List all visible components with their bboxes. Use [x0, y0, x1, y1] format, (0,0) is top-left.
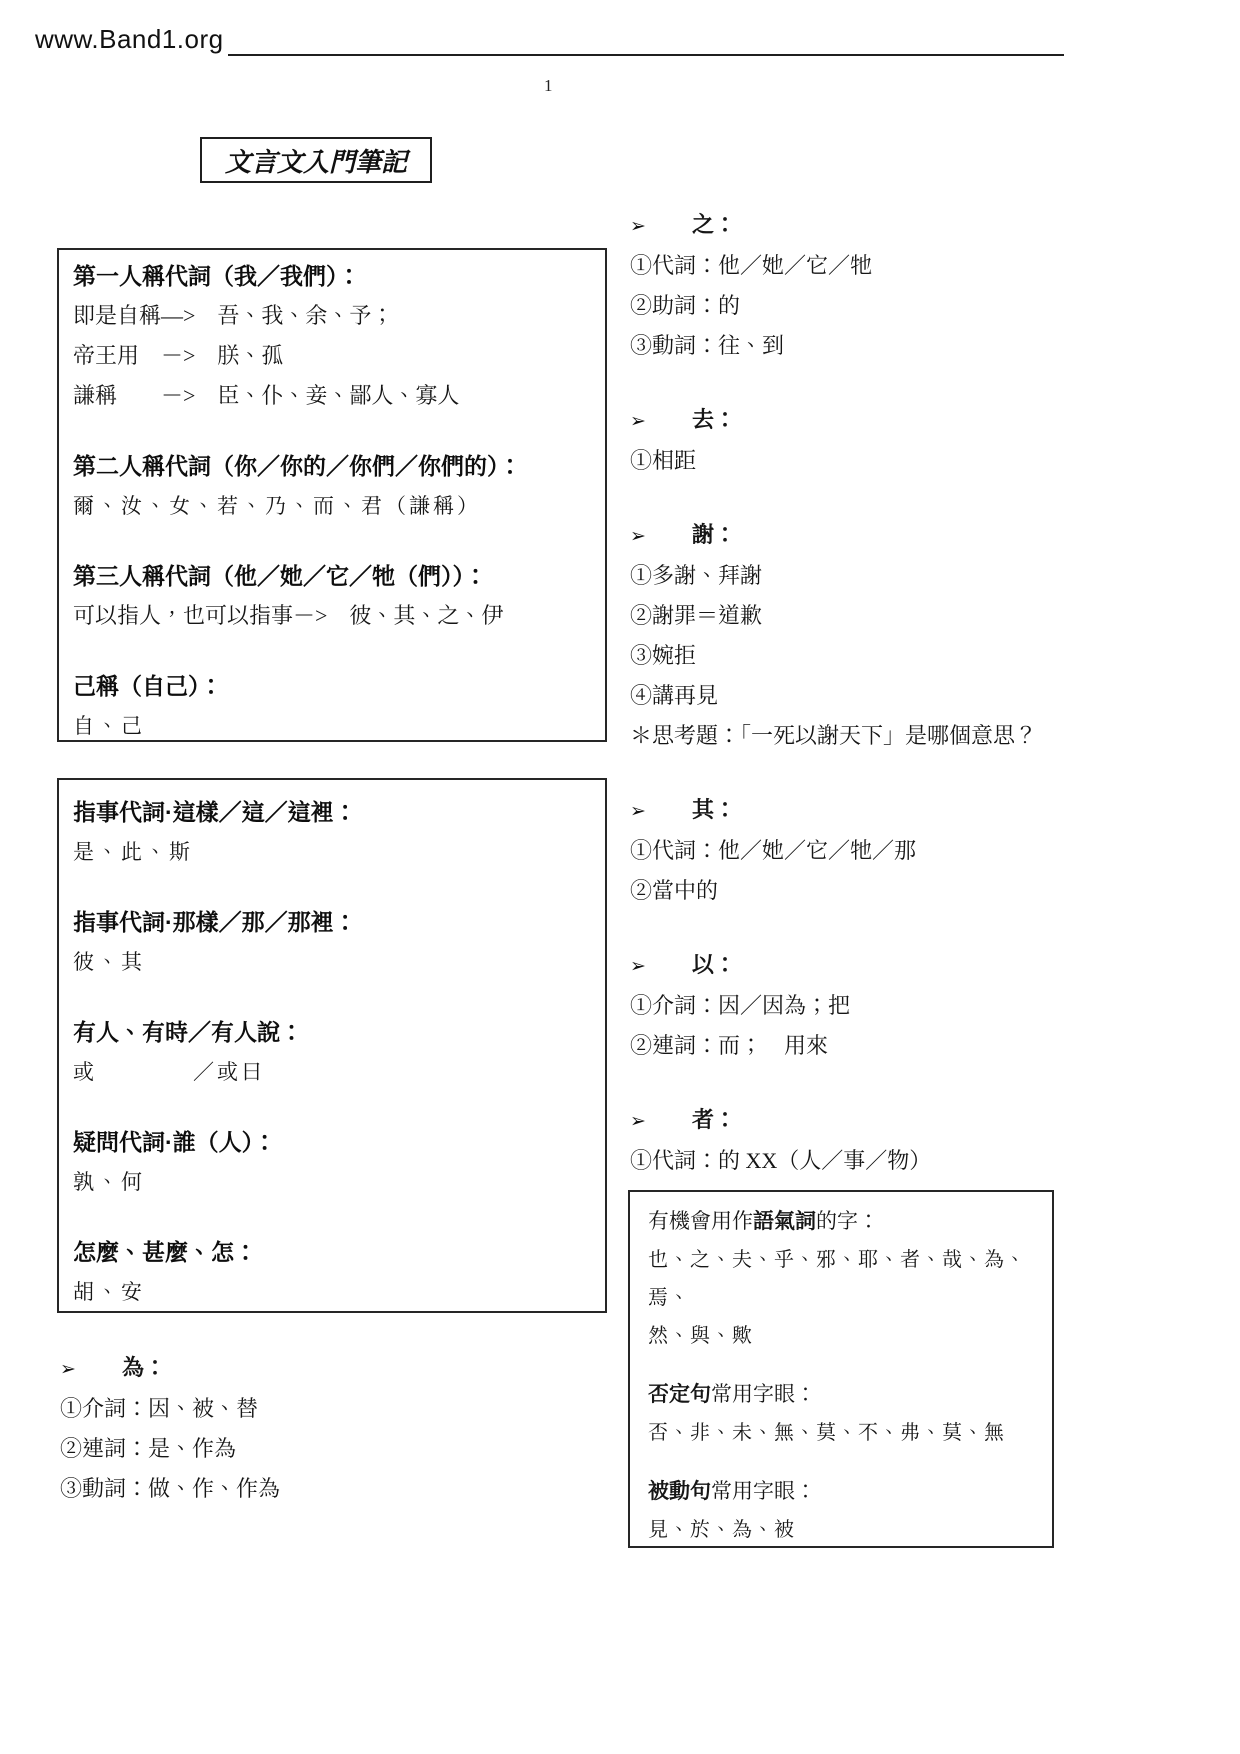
arrow-bullet-icon: ➢ [630, 215, 646, 237]
section-item: ③婉拒 [630, 643, 697, 668]
section-item: ④講再見 [630, 683, 719, 708]
arrow-bullet-icon: ➢ [630, 800, 646, 822]
arrow-bullet-icon: ➢ [630, 955, 646, 977]
section-title-line [630, 515, 1130, 556]
section-title-text: 謝： [692, 522, 737, 547]
heading-bold-text: 被動句 [648, 1480, 711, 1503]
arrow-bullet-icon: ➢ [630, 525, 646, 547]
spacer [648, 1355, 1046, 1375]
section-item: ①代詞：他／她／它／牠 [630, 253, 873, 278]
heading-bold-text: 語氣詞 [753, 1210, 816, 1233]
note-line: 帝王用 －> 朕、孤 [73, 343, 284, 368]
section-item: ②謝罪＝道歉 [630, 603, 763, 628]
section-qu [630, 400, 1130, 481]
spacer [73, 872, 597, 902]
section-item: ①介詞：因／因為；把 [630, 993, 851, 1018]
particles-box [628, 1190, 1054, 1548]
heading-line: 有人、有時／有人說： [73, 1019, 303, 1045]
pronouns-box [57, 248, 607, 742]
word-list-line: 是、此、斯 [73, 840, 193, 864]
heading-line: 第三人稱代詞（他／她／它／牠（們））： [73, 563, 487, 589]
arrow-bullet-icon: ➢ [60, 1358, 76, 1380]
document-title-box [200, 137, 432, 183]
heading-text: 的字： [816, 1209, 879, 1233]
section-item: ②當中的 [630, 878, 719, 903]
spacer [73, 982, 597, 1012]
arrow-bullet-icon: ➢ [630, 1110, 646, 1132]
section-title-text: 為： [122, 1355, 167, 1380]
heading-line: 疑問代詞·誰（人）： [73, 1129, 277, 1155]
heading-text: 常用字眼： [711, 1382, 816, 1406]
heading-text: 常用字眼： [711, 1479, 816, 1503]
section-item: ①代詞：他／她／它／牠／那 [630, 838, 917, 863]
word-list-line: 爾、汝、女、若、乃、而、君（謙稱） [73, 494, 481, 518]
word-list-line: 孰、何 [73, 1170, 145, 1194]
section-item: ③動詞：做、作、作為 [60, 1476, 281, 1501]
section-title-line [60, 1348, 580, 1389]
word-list-line: 見、於、為、被 [648, 1519, 795, 1541]
section-qi [630, 790, 1130, 911]
page-number: 1 [544, 76, 553, 95]
note-line: 謙稱 －> 臣、仆、妾、鄙人、寡人 [73, 383, 460, 408]
function-words-column [630, 205, 1130, 1215]
section-title-line [630, 945, 1130, 986]
section-item: ①代詞：的 XX（人／事／物） [630, 1148, 932, 1173]
section-title-line [630, 400, 1130, 441]
demonstratives-box [57, 778, 607, 1313]
section-xie [630, 515, 1130, 756]
heading-line: 指事代詞·那樣／那／那裡： [73, 909, 357, 935]
word-list-line: 然、與、歟 [648, 1325, 753, 1347]
spacer [73, 1092, 597, 1122]
section-title-text: 其： [692, 797, 737, 822]
site-url: www.Band1.org [35, 24, 224, 54]
heading-line [648, 1472, 1046, 1511]
section-title-text: 以： [692, 952, 737, 977]
section-item: ①多謝、拜謝 [630, 563, 763, 588]
heading-bold-text: 否定句 [648, 1383, 711, 1406]
section-title-text: 者： [692, 1107, 737, 1132]
section-title-line [630, 1100, 1130, 1141]
section-title-line [630, 205, 1130, 246]
section-title-line [630, 790, 1130, 831]
heading-line: 指事代詞·這樣／這／這裡： [73, 799, 357, 825]
header-divider [228, 54, 1064, 56]
section-zhe [630, 1100, 1130, 1181]
section-item: ①介詞：因、被、替 [60, 1396, 259, 1421]
word-list-line: 自、己 [73, 714, 145, 738]
section-item: ①相距 [630, 448, 697, 473]
section-item: ②連詞：是、作為 [60, 1436, 237, 1461]
heading-line: 怎麼、甚麼、怎： [73, 1239, 257, 1265]
section-item: ③動詞：往、到 [630, 333, 785, 358]
spacer [73, 526, 597, 556]
document-title: 文言文入門筆記 [224, 146, 407, 177]
spacer [73, 636, 597, 666]
note-line: 可以指人，也可以指事－> 彼、其、之、伊 [73, 603, 504, 628]
section-item: ②連詞：而； 用來 [630, 1033, 829, 1058]
section-item: ＊思考題：「一死以謝天下」是哪個意思？ [630, 723, 1038, 748]
word-list-line: 否、非、未、無、莫、不、弗、莫、無 [648, 1422, 1005, 1444]
heading-text: 有機會用作 [648, 1209, 753, 1233]
heading-line: 己稱（自己）： [73, 673, 223, 699]
heading-line: 第一人稱代詞（我／我們）： [73, 263, 361, 289]
arrow-bullet-icon: ➢ [630, 410, 646, 432]
section-yi [630, 945, 1130, 1066]
word-list-line: 或 ／或曰 [73, 1060, 265, 1084]
heading-line [648, 1202, 1046, 1241]
heading-line [648, 1375, 1046, 1414]
section-item: ②助詞：的 [630, 293, 741, 318]
word-list-line: 也、之、夫、乎、邪、耶、者、哉、為、焉、 [648, 1249, 1026, 1309]
spacer [648, 1452, 1046, 1472]
section-title-text: 去： [692, 407, 737, 432]
section-wei [60, 1348, 580, 1509]
heading-line: 第二人稱代詞（你／你的／你們／你們的）： [73, 453, 522, 479]
word-list-line: 胡、安 [73, 1280, 145, 1304]
spacer [73, 1202, 597, 1232]
word-list-line: 彼、其 [73, 950, 145, 974]
spacer [73, 416, 597, 446]
section-title-text: 之： [692, 212, 737, 237]
note-line: 即是自稱—> 吾、我、余、予； [73, 303, 394, 328]
section-zhi [630, 205, 1130, 366]
